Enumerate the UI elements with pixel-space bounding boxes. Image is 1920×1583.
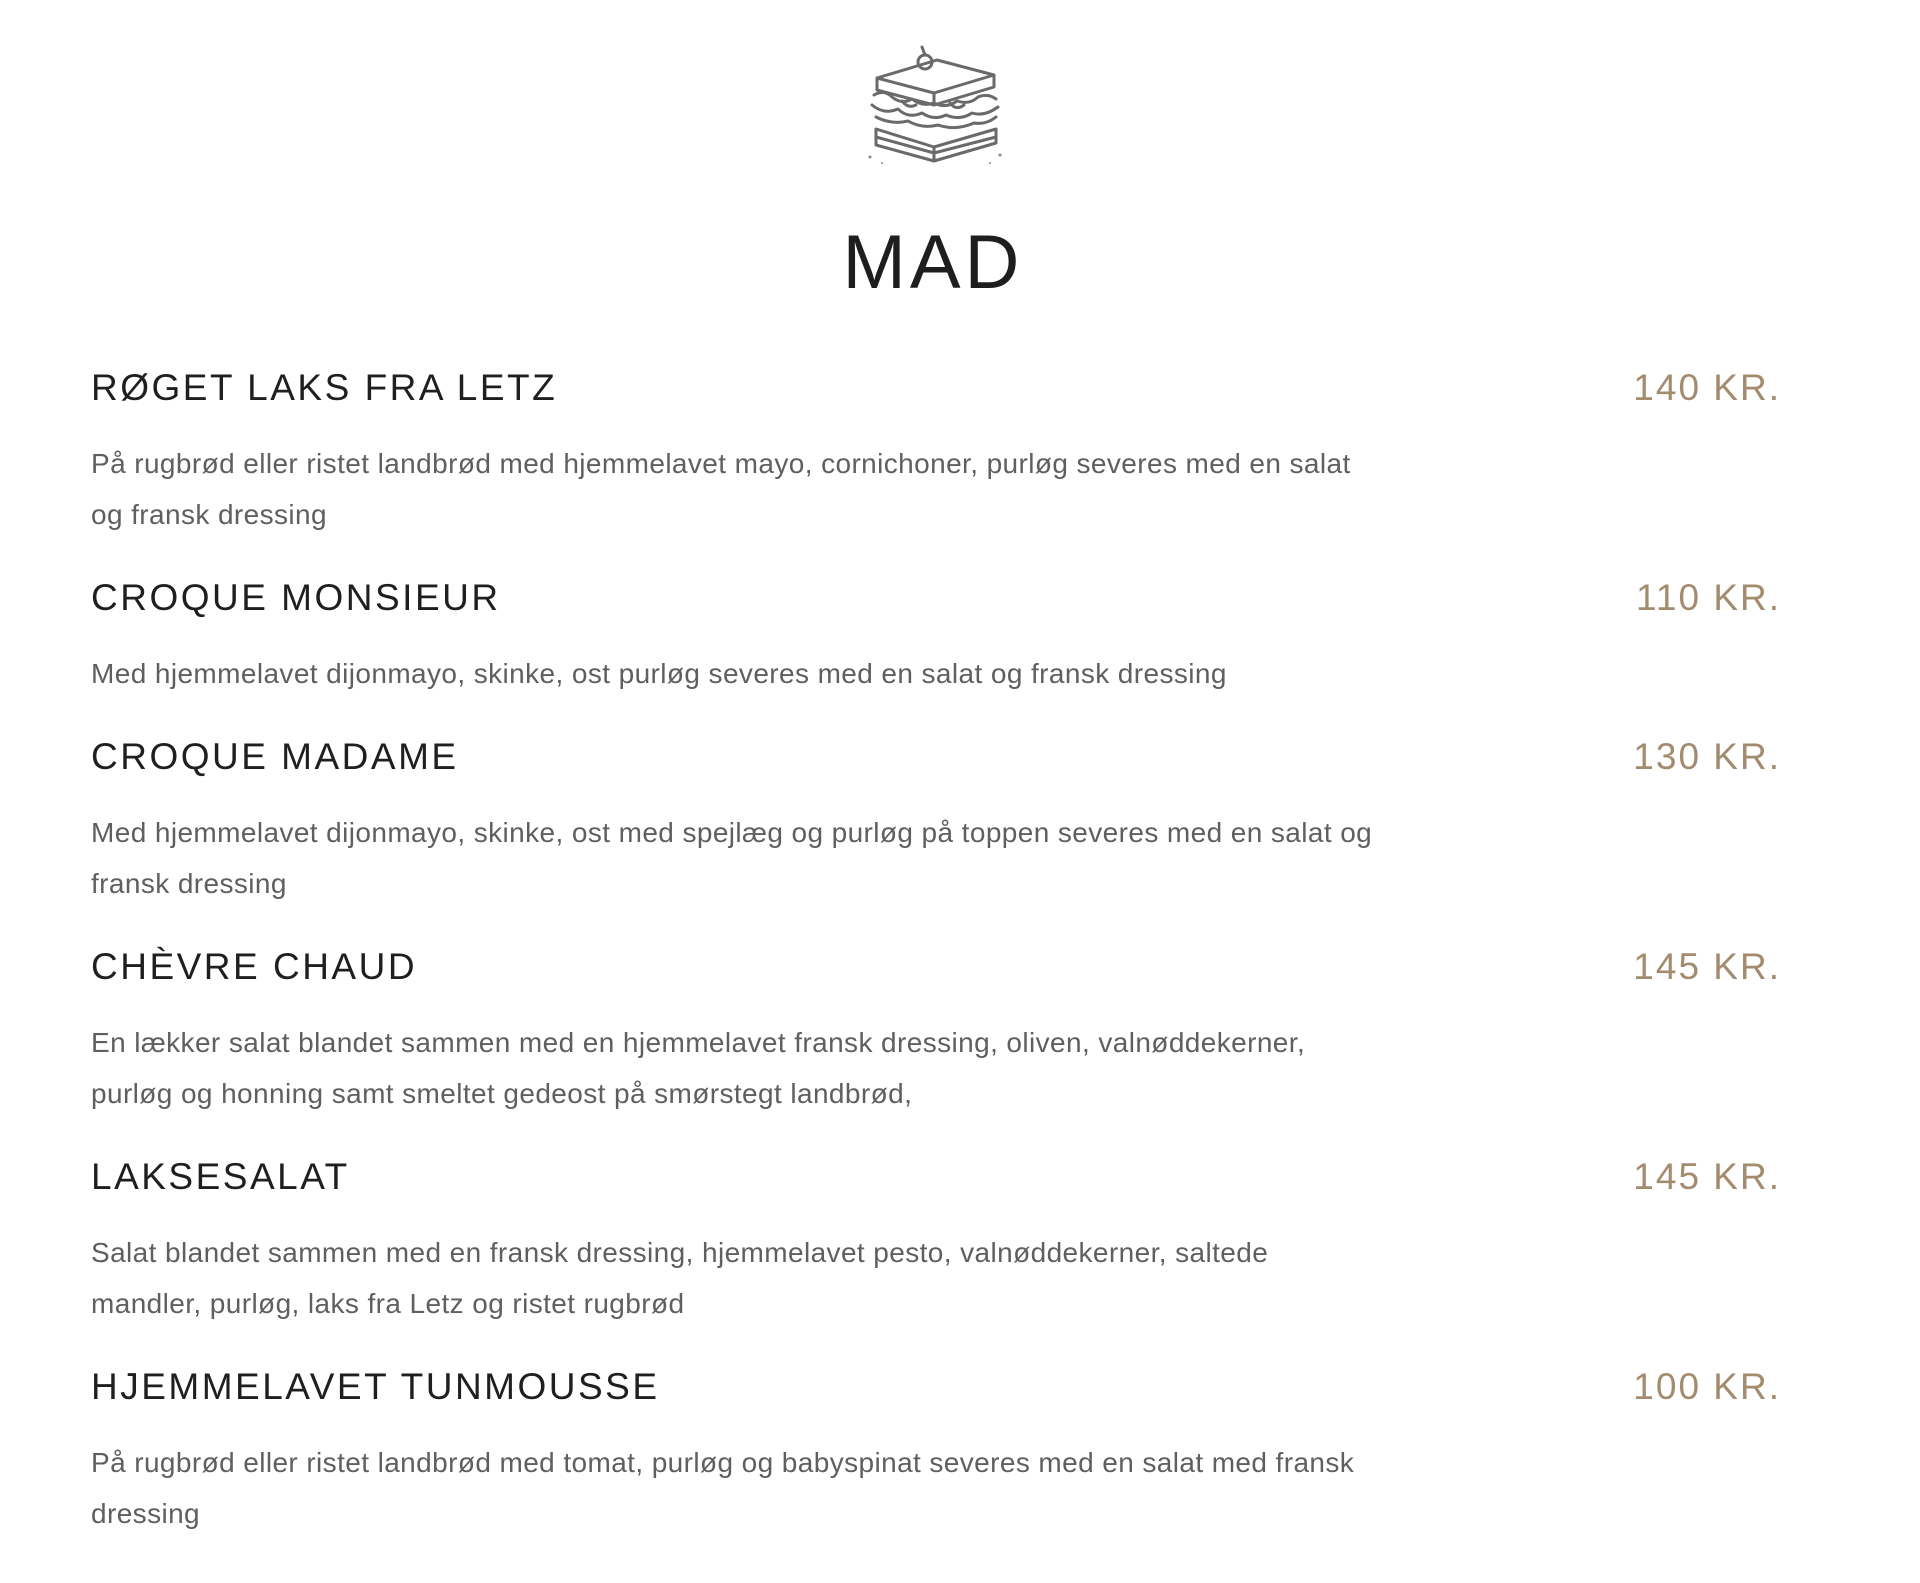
- menu-item-name: LAKSESALAT: [91, 1156, 350, 1197]
- menu-item-header: [91, 1365, 1781, 1409]
- menu-item-name: RØGET LAKS FRA LETZ: [91, 367, 558, 408]
- menu-item-price: 140 KR.: [1633, 367, 1781, 408]
- menu-item-header: [91, 366, 1781, 410]
- menu-item-header: [91, 945, 1781, 989]
- menu-item-description: Salat blandet sammen med en fransk dressing, hjemmelavet pesto, valnøddekerner, saltede mandler, purløg, laks fra Letz og ristet rugbrød: [91, 1237, 1269, 1319]
- menu-item: [91, 366, 1781, 540]
- menu-item-description: På rugbrød eller ristet landbrød med hjemmelavet mayo, cornichoner, purløg severes med en salat og fransk dressing: [91, 448, 1351, 530]
- menu-item-name: HJEMMELAVET TUNMOUSSE: [91, 1366, 660, 1407]
- menu-item-price: 130 KR.: [1633, 736, 1781, 777]
- menu-item-price: 100 KR.: [1633, 1366, 1781, 1407]
- menu-item: [91, 735, 1781, 909]
- menu-item-name: CHÈVRE CHAUD: [91, 946, 418, 987]
- menu-item-name: CROQUE MONSIEUR: [91, 577, 501, 618]
- menu-item-header: [91, 735, 1781, 779]
- sandwich-icon: [862, 45, 1007, 170]
- menu-item-description: En lækker salat blandet sammen med en hjemmelavet fransk dressing, oliven, valnøddekerner, purløg og honning samt smeltet gedeost på smørstegt landbrød,: [91, 1027, 1306, 1109]
- menu-item-price: 110 KR.: [1636, 577, 1781, 618]
- menu-list: [91, 366, 1781, 1575]
- menu-item: [91, 945, 1781, 1119]
- menu-item-price: 145 KR.: [1633, 1156, 1781, 1197]
- menu-item: [91, 1155, 1781, 1329]
- menu-item-header: [91, 1155, 1781, 1199]
- menu-item-description: Med hjemmelavet dijonmayo, skinke, ost purløg severes med en salat og fransk dressing: [91, 658, 1227, 689]
- menu-item: [91, 1365, 1781, 1539]
- menu-item-name: CROQUE MADAME: [91, 736, 459, 777]
- menu-item-description: Med hjemmelavet dijonmayo, skinke, ost med spejlæg og purløg på toppen severes med en salat og fransk dressing: [91, 817, 1373, 899]
- menu-item: [91, 576, 1781, 699]
- menu-item-price: 145 KR.: [1633, 946, 1781, 987]
- section-title: MAD: [842, 220, 1024, 305]
- menu-item-description: På rugbrød eller ristet landbrød med tomat, purløg og babyspinat severes med en salat med fransk dressing: [91, 1447, 1355, 1529]
- menu-item-header: [91, 576, 1781, 620]
